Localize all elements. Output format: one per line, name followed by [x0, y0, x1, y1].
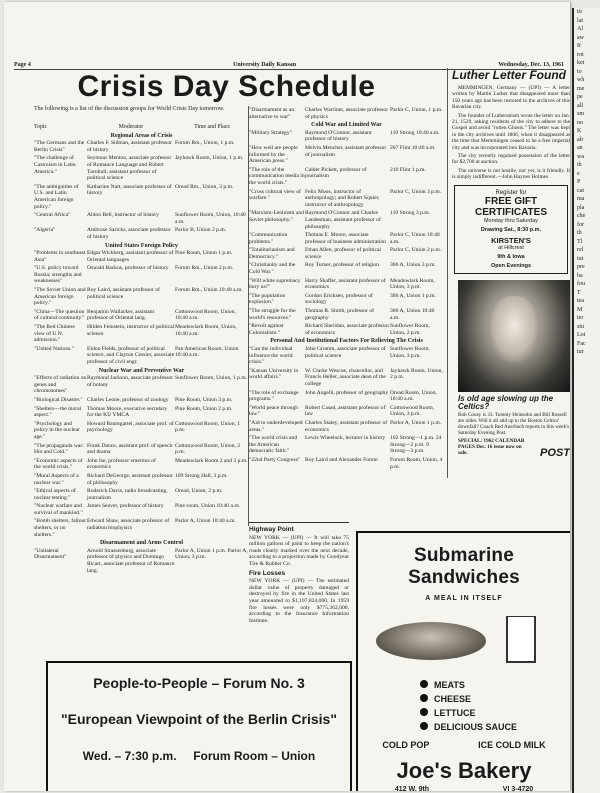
session-time-place: Pine Room, Union 3 p.m.	[175, 396, 233, 403]
bakery-phone: VI 3-4720	[502, 786, 534, 791]
session-moderator: Calder Pickett, professor of journalism	[305, 166, 367, 180]
session-topic: "The role of the communication media in the world crisis."	[249, 166, 305, 186]
session-moderator: Felix Moos, instructor of anthropology; and Robert Squier, instructor of anthropology	[305, 188, 380, 208]
session-moderator: Charles Warriner, associate professor of physics	[305, 107, 389, 120]
session-time-place: Forum Rm., Union 10:40 a.m.	[175, 287, 243, 294]
schedule-row	[34, 443, 249, 456]
session-moderator: Hilden Feinstein, instructor of political science	[87, 324, 175, 337]
session-time-place: Sunflower Room, Union, 1 p.m.	[175, 375, 248, 382]
brief-headline: Fire Losses	[249, 569, 286, 577]
session-moderator: Thomas R. Smith, professor of geography	[305, 308, 374, 321]
bakery-address: 412 W. 9th	[394, 786, 430, 791]
schedule-row	[249, 435, 444, 455]
edge-text-fragment: pla	[577, 204, 585, 211]
session-time-place: Oread Rm., Union, 3 p.m.	[175, 183, 234, 190]
edge-text-fragment: no	[577, 119, 583, 126]
edge-text-fragment: stu	[577, 323, 585, 330]
submarine-sandwich-ad	[356, 531, 570, 791]
sub-ad-item-label: LETTUCE	[434, 708, 476, 718]
edge-text-fragment: lat	[577, 17, 583, 24]
session-topic: "Can the individual influence the world crisis."	[249, 346, 293, 366]
paper-name: University Daily Kansan	[233, 62, 297, 68]
cold-pop-label: COLD POP	[382, 740, 430, 750]
schedule-row	[34, 227, 249, 240]
days-label: Monday thru Saturday	[483, 217, 539, 224]
edge-text-fragment: th	[577, 162, 582, 168]
session-topic: "The role of exchange programs."	[249, 389, 299, 403]
schedule-row	[34, 518, 249, 538]
store-address: 9th & Iowa	[497, 253, 525, 260]
edge-text-fragment: Ir	[577, 43, 581, 49]
issue-date: Wednesday, Dec. 13, 1961	[498, 62, 564, 68]
bakery-name: Joe's Bakery	[396, 758, 532, 783]
schedule-row	[249, 130, 444, 143]
session-topic: "U.S. policy toward Russia; strengths and weaknesses"	[34, 265, 82, 285]
session-moderator: John Augelli, professor of geography	[305, 389, 389, 396]
edge-text-fragment: e	[577, 170, 580, 177]
session-topic: "Christianity and the Cold War."	[249, 262, 296, 276]
session-moderator: Thomas Moore, executive secretary for the KU YMCA	[87, 405, 168, 419]
schedule-row	[34, 421, 249, 441]
section-title: Nuclear War and Preventive War	[98, 367, 185, 374]
schedule-row	[249, 323, 444, 336]
session-time-place: Cottonwood Room, Union, 1 p.m.	[175, 420, 241, 434]
schedule-row	[34, 346, 249, 366]
schedule-table-right	[249, 107, 444, 472]
sub-ad-item	[420, 678, 570, 692]
edge-text-fragment: pre	[577, 264, 585, 270]
edge-text-fragment: Tl	[577, 238, 583, 245]
session-moderator: Oswald Backus, professor of history	[87, 265, 169, 272]
luther-paragraph: The founder of Lutheranism wrote the letter on Jan. 21, 1529, asking residents of the city to adhere to the Gospel and avoid "rotten Ghosts." The letter was kept in the city archives until 1806, when it disappeared at the time that Memmingen ceased to be a free imperial city and was incorporated into Bavaria.	[452, 112, 570, 151]
session-moderator: Raymond O'Connor and Charles Landesman, assistant professor of philosophy	[305, 210, 381, 230]
session-time-place: Sunflower Room, Union, 2 p.m.	[390, 323, 430, 336]
schedule-row	[249, 293, 444, 306]
session-topic: "World peace through law."	[249, 404, 299, 418]
session-moderator: Gordon Ericksen, professor of sociology	[305, 292, 373, 306]
edge-text-fragment: Lot	[577, 332, 586, 338]
session-time-place: 306 A, Union 10:40 a.m.	[390, 308, 435, 321]
session-topic: "Problems in southeast Asia"	[34, 250, 86, 263]
session-moderator: Harry Shaffer, assistant professor of economics	[305, 277, 386, 291]
schedule-row	[34, 250, 249, 263]
edge-text-fragment: ha	[577, 272, 583, 279]
bullet-icon	[420, 680, 428, 688]
edge-text-fragment: fou	[577, 281, 585, 287]
sandwich-icon	[376, 622, 486, 660]
edge-text-fragment: che	[577, 213, 586, 219]
schedule-row	[34, 406, 249, 419]
news-briefs	[249, 525, 349, 627]
edge-text-fragment: ket	[577, 60, 585, 66]
session-moderator: Richard DeGeorge, assistant professor of philosophy	[87, 472, 173, 486]
session-topic: "Communication problems."	[249, 232, 288, 245]
session-topic: "Marxism-Leninism and Soviet philosophy."	[249, 210, 304, 223]
session-topic: "Cross cultural view of warfare."	[249, 188, 301, 202]
session-topic: "China—The question of cultural continuity."	[34, 308, 85, 322]
session-time-place: 207 Flint 10:40 a.m.	[390, 144, 436, 151]
session-topic: "The world crisis and the American democratic faith."	[249, 435, 298, 455]
session-topic: "How well are people informed by the American press."	[249, 144, 298, 165]
milk-glass-icon	[506, 616, 536, 663]
schedule-row	[249, 107, 444, 120]
edge-text-fragment: T	[577, 289, 581, 296]
adjacent-page-edge	[572, 8, 600, 793]
edge-text-fragment: tea	[577, 298, 584, 304]
bullet-icon	[420, 722, 428, 730]
schedule-row	[249, 262, 444, 275]
session-time-place: Sunflower Room, Union, 10:40 a.m.	[175, 212, 246, 225]
edge-text-fragment: tut	[577, 255, 584, 262]
session-topic: "United Nations."	[34, 345, 74, 352]
edge-text-fragment: pe	[577, 94, 583, 100]
session-time-place: Forum Rm., Union 2 p.m.	[175, 265, 234, 272]
edge-text-fragment: to	[577, 68, 582, 75]
session-moderator: Edward Shaw, associate professor of radiation biophysics	[87, 518, 170, 532]
session-moderator: Roy Turner, professor of religion	[305, 262, 379, 269]
session-time-place: Pine room, Union 10:40 a.m.	[175, 503, 241, 510]
edge-text-fragment: K	[577, 128, 582, 134]
session-topic: "Effects of radiation on genes and chromosomes"	[34, 375, 87, 395]
sub-ad-tagline: A MEAL IN ITSELF	[425, 595, 503, 602]
session-time-place: Oread Room, Union, 10:40 a.m.	[390, 389, 437, 403]
session-time-place: 306 A, Union 3 p.m.	[390, 262, 436, 269]
session-topic: "22nd Party Congress"	[249, 456, 301, 463]
edge-text-fragment: for	[577, 221, 584, 228]
session-moderator: Robert Casad, assistant professor of law	[305, 404, 386, 418]
schedule-row	[34, 287, 249, 307]
schedule-row	[249, 278, 444, 291]
session-moderator: Seymour Menton, associate professor of Romance Language and Robert Turnbull, assistant professor of political science	[87, 155, 172, 182]
sub-ad-item-label: DELICIOUS SAUCE	[434, 722, 518, 732]
session-time-place: Cottonwood Room, Union, 10:40 a.m.	[175, 308, 236, 322]
session-time-place: Pine Room, Union 1 p.m.	[175, 250, 233, 257]
session-moderator: Melvin Mencher, assistant professor of journalism	[305, 144, 387, 158]
session-time-place: Jayhawk Room, Union, 1 p.m.	[175, 155, 244, 162]
schedule-row	[249, 247, 444, 260]
schedule-row	[34, 397, 249, 404]
header-moderator: Moderator	[118, 124, 144, 130]
session-time-place: Parlor C, Union, 1 p.m.	[390, 107, 443, 113]
schedule-row	[249, 346, 444, 366]
schedule-row	[34, 473, 249, 486]
session-moderator: Edgar Wickberg, assistant professor of Oriental languages	[87, 250, 174, 263]
session-topic: "The ambiguities of U.S. and Latin American foreign policy."	[34, 183, 79, 210]
edge-text-fragment: an	[577, 145, 583, 151]
page-number: Page 4	[14, 62, 31, 68]
session-time-place: Parlor C, Union 10:40 a.m.	[390, 232, 440, 245]
sub-ad-item-label: MEATS	[434, 680, 465, 690]
brief-text: NEW YORK — (UPI) — It will take 75 million gallons of paint to keep the nation's roads clearly marked over the next decade, according to a projection made by Goodyear Tire & Rubber Co.	[249, 534, 349, 567]
right-column	[452, 68, 570, 459]
edge-text-fragment: me	[577, 85, 585, 92]
schedule-row	[249, 420, 444, 433]
schedule-row	[249, 457, 444, 470]
edge-text-fragment: ma	[577, 196, 585, 202]
session-time-place: Parlor C, Union 2 p.m.	[390, 247, 442, 254]
schedule-table-left	[34, 124, 249, 576]
session-moderator: Eldon Fields, professor of political science, and Clayton Crosier, associate professor of civil engr.	[87, 345, 175, 365]
session-moderator: W. Clarke Wescoe, chancellor, and Francis Heller, associate dean of the college	[305, 367, 386, 387]
session-topic: "Central Africa"	[34, 212, 71, 219]
session-topic: "The struggle for the world's resources."	[249, 308, 296, 321]
session-moderator: Charles F. Sidman, assistant professor of history	[87, 140, 173, 153]
schedule-row	[249, 145, 444, 165]
edge-text-fragment: wa	[577, 153, 584, 160]
session-time-place: Parlor A, Union 1 p.m. Parlor A, Union, 3 p.m.	[175, 547, 248, 561]
schedule-row	[249, 232, 444, 245]
schedule-row	[249, 167, 444, 187]
session-moderator: Katharine Nutt, associate professor of history	[87, 183, 172, 197]
session-topic: "Ethical aspects of nuclear testing."	[34, 488, 76, 501]
schedule-row	[34, 309, 249, 322]
session-moderator: Raymond Jackson, associate professor of botany	[87, 375, 174, 388]
session-time-place: 210 Flint 1 p.m.	[390, 166, 426, 173]
schedule-row	[249, 405, 444, 418]
brief-headline: Highway Point	[249, 526, 294, 533]
caption-tag: SPECIAL: 1962 CALENDAR PAGES Dec. 16 issue now on sale.	[458, 437, 525, 456]
caption-text: Bob Cousy is 33. Tommy Heinsohn and Bill Russell are older. Will it all add up to the Boston Celtics' downfall? Coach Red Auerbach reports in this week's Saturday Evening Post.	[458, 411, 570, 437]
session-moderator: James Seaver, professor of history	[87, 503, 164, 510]
schedule-row	[249, 368, 444, 388]
section-title: Personal And Institutional Factors For Relieving The Crisis	[270, 338, 423, 345]
edge-text-fragment: th	[577, 230, 582, 236]
edge-text-fragment: alr	[577, 136, 584, 143]
session-time-place: Meadowlark Room, Union, 3 p.m.	[390, 277, 435, 291]
gift-certificate-ad	[454, 185, 568, 274]
session-moderator: Howard Baumgartel, associate prof. of psychology	[87, 420, 174, 434]
schedule-row	[249, 390, 444, 403]
session-time-place: 109 Strong Hall, 3 p.m.	[175, 472, 228, 479]
header-topic: Topic	[34, 124, 48, 130]
schedule-row	[34, 488, 249, 501]
session-time-place: Cottonwood Room, Union, 2 p.m.	[175, 442, 241, 456]
session-time-place: 306 A, Union 1 p.m.	[390, 292, 436, 299]
schedule-row	[249, 210, 444, 230]
bullet-icon	[420, 708, 428, 716]
session-topic: "Will white supremacy bury us?"	[249, 277, 301, 291]
session-topic: "Disarmament as an alternative to war"	[249, 107, 295, 120]
edge-text-fragment: ter	[577, 315, 584, 321]
session-moderator: Ambrose Saricks, associate professor of history	[87, 227, 171, 240]
session-moderator: Ethan Allen, professor of political science	[305, 247, 381, 260]
session-topic: "Psychology and policy in the nuclear age."	[34, 420, 80, 440]
session-topic: "Shelters—the moral aspect."	[34, 405, 82, 419]
session-topic: "The propaganda war: Hot and Cold."	[34, 442, 84, 456]
header-time-place: Time and Place	[194, 124, 230, 130]
session-moderator: Frank Dance, assistant prof. of speech and drama	[87, 442, 173, 456]
edge-text-fragment: M	[577, 306, 583, 313]
session-topic: "Biological Disaster."	[34, 396, 83, 403]
sandwich-illustration	[358, 608, 570, 678]
people-to-people-forum-ad	[46, 661, 352, 791]
store-hours: Open Evenings	[490, 262, 532, 269]
edge-text-fragment: all	[577, 102, 583, 109]
session-moderator: Roy Laird and Alexander Fomin	[305, 456, 378, 463]
edge-text-fragment: wh	[577, 77, 585, 83]
edge-text-fragment: aw	[577, 34, 584, 41]
edge-text-fragment: sm	[577, 111, 585, 117]
luther-paragraph: The universe is not hostile, nor yet, is it friendly. It is simply indifferent.—John Haynes Holmes	[452, 167, 570, 181]
sub-ad-item	[420, 720, 570, 734]
forum-title: People-to-People – Forum No. 3	[93, 675, 305, 691]
session-time-place: Cottonwood Room, Union, 3 p.m.	[390, 404, 435, 418]
sub-ad-item	[420, 706, 570, 720]
brief-text: NEW YORK — (UPI) — The estimated dollar value of property damaged or destroyed by fire in the United States last year amounted to $1,107,824,000. In 1959 fire losses were only $775,362,000, according to the Insurance Information Institute.	[249, 578, 349, 624]
session-topic: "The Germans and the Berlin Crisis"	[34, 140, 85, 153]
celtics-photo	[458, 280, 570, 392]
session-topic: "Nuclear warfare and survival of mankind."	[34, 503, 83, 516]
caption-headline: Is old age slowing up the Celtics?	[458, 393, 554, 412]
sub-ad-items	[420, 678, 570, 734]
session-time-place: Sunflower Room, Union, 3 p.m.	[390, 346, 430, 359]
session-time-place: Forum Rm., Union, 1 p.m.	[175, 140, 235, 147]
schedule-row	[34, 503, 249, 516]
session-topic: "Unilateral Disarmament"	[34, 547, 67, 561]
portrait-face	[488, 296, 540, 362]
section-title: United States Foreign Policy	[105, 242, 178, 249]
schedule-row	[34, 140, 249, 153]
edge-text-fragment: tir	[577, 9, 583, 15]
session-topic: "Bomb shelters, fallout shelters, or no shelters."	[34, 518, 86, 538]
session-topic: "The population explosion."	[249, 292, 286, 306]
page-headline: Crisis Day Schedule	[77, 70, 376, 103]
section-title: Cold War and Limited War	[311, 122, 382, 129]
session-moderator: Richard Sheridan, associate professor of economics	[305, 323, 390, 336]
luther-paragraph: The city recently regained possession of the letter for $2,700 at auction.	[452, 153, 570, 166]
session-moderator: Roderick Davis, radio broadcasting, journalism	[87, 488, 168, 501]
session-topic: "Algeria"	[34, 227, 56, 234]
sub-ad-item-label: CHEESE	[434, 694, 472, 704]
session-time-place: 110 Strong 3 p.m.	[390, 210, 431, 217]
photo-caption	[458, 393, 570, 459]
session-time-place: Parlor B, Union 2 p.m.	[175, 227, 227, 234]
session-moderator: Lewis Wheelock, lecturer in history	[305, 435, 386, 442]
session-topic: "The Red Chinese view of U.N. admission."	[34, 324, 75, 344]
session-topic: "Revolt against Colonialism."	[249, 323, 284, 336]
session-topic: "Moral Aspects of a nuclear war."	[34, 472, 79, 486]
newspaper-page	[4, 2, 570, 791]
schedule-row	[34, 184, 249, 210]
column-rule	[447, 68, 448, 478]
intro-text: The following is a list of the discussion groups for World Crisis Day tomorrow.	[34, 106, 225, 112]
session-topic: "Economic aspects of the world crisis."	[34, 457, 83, 471]
schedule-row	[34, 458, 249, 471]
session-time-place: Meadowlark Room 2 and 3 p.m.	[175, 457, 248, 464]
free-gift-label: FREE GIFT CERTIFICATES	[474, 195, 548, 218]
drawing-label: Drawing Sat., 8:30 p.m.	[480, 226, 542, 233]
edge-text-fragment: Fac	[577, 340, 586, 347]
session-topic: "The challenge of Castroism in Latin America."	[34, 155, 76, 175]
session-topic: "Military Strategy"	[249, 129, 292, 136]
forum-topic: "European Viewpoint of the Berlin Crisis"	[61, 711, 337, 727]
schedule-row	[249, 308, 444, 321]
edge-text-fragment: tur	[577, 349, 584, 355]
session-moderator: John Grumm, associate professor of political science	[305, 346, 386, 359]
sub-ad-title: Submarine Sandwiches	[408, 545, 520, 588]
forum-time-place: Wed. – 7:30 p.m. Forum Room – Union	[82, 749, 316, 763]
session-time-place: Meadowlark Room, Union, 10:40 a.m.	[175, 324, 237, 337]
session-time-place: 102 Strong—1 p.m. 24 Strong—2 p.m. 9 Strong—3 p.m.	[390, 435, 442, 455]
section-title: Disarmament and Arms Control	[99, 540, 184, 547]
schedule-row	[34, 265, 249, 285]
ice-cold-milk-label: ICE COLD MILK	[478, 740, 546, 750]
luther-paragraph: MEMMINGEN, Germany — (UPI) — A letter written by Martin Luther that disappeared more than 150 years ago has been restored to the archives of this Bavarian city.	[452, 85, 570, 111]
session-moderator: Aldon Bell, instructor of history	[87, 212, 159, 219]
session-time-place: Forum Room, Union, 4 p.m.	[390, 456, 443, 470]
session-topic: "Aid to underdeveloped areas."	[249, 419, 303, 433]
briefs-rule	[249, 522, 349, 523]
session-topic: "The Soviet Union and American foreign policy."	[34, 287, 86, 307]
table-header	[34, 124, 249, 131]
bullet-icon	[420, 694, 428, 702]
luther-story	[452, 85, 570, 181]
store-name: KIRSTEN'S	[491, 235, 531, 245]
edge-text-fragment: P	[577, 179, 581, 185]
schedule-row	[34, 155, 249, 181]
session-moderator: Charles Staley, assistant professor of economics	[305, 419, 388, 433]
session-moderator: John Ise, professor emeritus of economics	[87, 457, 156, 471]
session-topic: "Kansas University in world affairs."	[249, 367, 299, 381]
session-moderator: Raymond O'Connor, assistant professor of history	[305, 129, 372, 143]
session-time-place: Parlor A, Union 10:40 a.m.	[175, 518, 236, 525]
session-time-place: Parlor A, Union 1 p.m.	[390, 419, 442, 426]
luther-headline: Luther Letter Found	[452, 68, 566, 82]
session-time-place: Jayhawk Room, Union, 2 p.m.	[390, 367, 443, 381]
session-time-place: Parlor C, Union 3 p.m.	[390, 188, 442, 195]
schedule-row	[34, 324, 249, 344]
edge-text-fragment: Al	[577, 26, 583, 32]
section-title: Regional Areas of Crisis	[110, 132, 173, 139]
edge-text-fragment: rel	[577, 247, 584, 253]
session-moderator: Roy Laird, assistant professor of political science	[87, 287, 160, 300]
edge-text-fragment: cat	[577, 187, 584, 194]
schedule-row	[34, 375, 249, 395]
register-label: Register for	[495, 189, 527, 196]
session-moderator: Charles Leone, professor of zoology	[87, 396, 169, 403]
session-time-place: Pan American Room, Union 10:40 a.m.	[175, 345, 239, 359]
session-moderator: Arnold Strassenburg, associate professor of physics and Domingo Ricart, associate professor of Romance lang.	[87, 547, 175, 574]
schedule-row	[34, 212, 249, 225]
post-logo: POST	[540, 446, 570, 459]
session-time-place: Pine Room, Union 2 p.m.	[175, 405, 233, 412]
schedule-row	[249, 189, 444, 209]
session-topic: "Totalitarianism and Democracy."	[249, 247, 295, 260]
session-moderator: Thomas E. Moore, associate professor of business administration	[305, 232, 386, 245]
schedule-row	[34, 548, 249, 574]
session-time-place: 110 Strong 10:40 a.m.	[390, 129, 440, 136]
store-location: at Hillcrest	[498, 244, 524, 251]
session-moderator: Benjamin Wallacker, assistant professor of Oriental lang.	[87, 308, 155, 322]
edge-text-fragment: rot	[577, 51, 584, 58]
session-time-place: Oread, Union, 2 p.m.	[175, 488, 223, 495]
sub-ad-item	[420, 692, 570, 706]
